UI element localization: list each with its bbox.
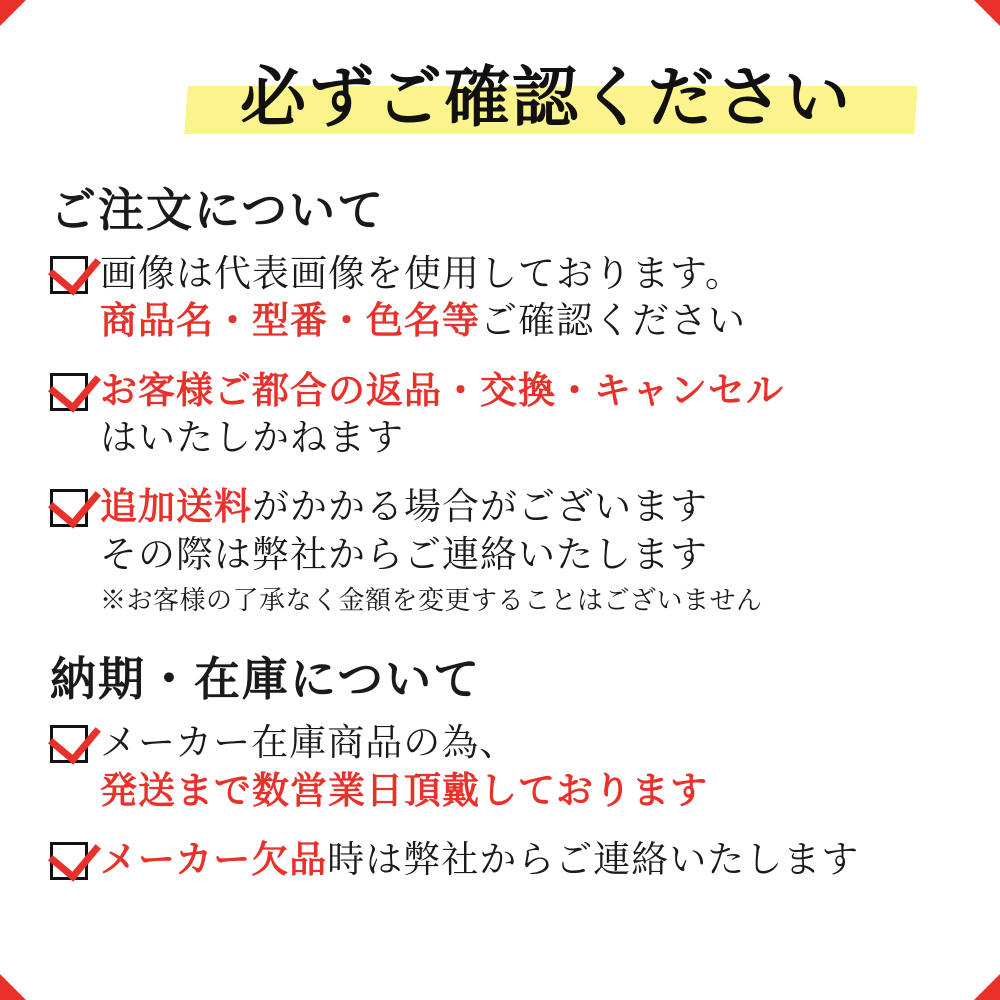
list-item-text [100, 483, 954, 617]
emphasis-text: 追加送料 [100, 484, 252, 529]
emphasis-text: お客様ご都合の返品・交換・キャンセル [100, 367, 784, 412]
section-heading-orders: ご注文について [50, 183, 386, 237]
list-item [50, 483, 954, 617]
checkmark-icon [50, 256, 88, 294]
list-item [50, 250, 954, 345]
list-item-line [100, 483, 954, 530]
list-item-line [100, 297, 954, 344]
list-item-text [100, 250, 954, 345]
emphasis-text: 発送まで数営業日頂戴しております [100, 767, 708, 812]
list-item-text [100, 719, 954, 814]
checkmark-icon [50, 725, 88, 763]
list-item-line [100, 767, 954, 814]
page-title-block [46, 40, 954, 152]
list-item-note: ※お客様の了承なく金額を変更することはございません [100, 586, 763, 617]
list-item [50, 836, 954, 883]
emphasis-text: 商品名・型番・色名等 [100, 298, 480, 343]
plain-text: がかかる場合がございます [252, 485, 708, 529]
list-item [50, 367, 954, 462]
list-item-line: メーカー在庫商品の為、 [100, 721, 518, 765]
list-item-line [100, 367, 954, 414]
list-item-line [100, 836, 954, 883]
checkmark-icon [50, 842, 88, 880]
checkmark-icon [50, 489, 88, 527]
list-item-text [100, 367, 954, 462]
plain-text: ご確認ください [480, 299, 746, 343]
page-title: 必ずご確認ください [240, 58, 852, 136]
list-item [50, 719, 954, 814]
list-item-line: はいたしかねます [100, 416, 404, 460]
checkmark-icon [50, 373, 88, 411]
emphasis-text: メーカー欠品 [100, 836, 328, 881]
list-item-line: その際は弊社からご連絡いたします [100, 532, 708, 576]
section-heading-delivery: 納期・在庫について [50, 652, 482, 707]
plain-text: 時は弊社からご連絡いたします [327, 837, 860, 881]
list-item-text [100, 836, 954, 883]
list-item-line: 画像は代表画像を使用しております。 [100, 252, 744, 295]
